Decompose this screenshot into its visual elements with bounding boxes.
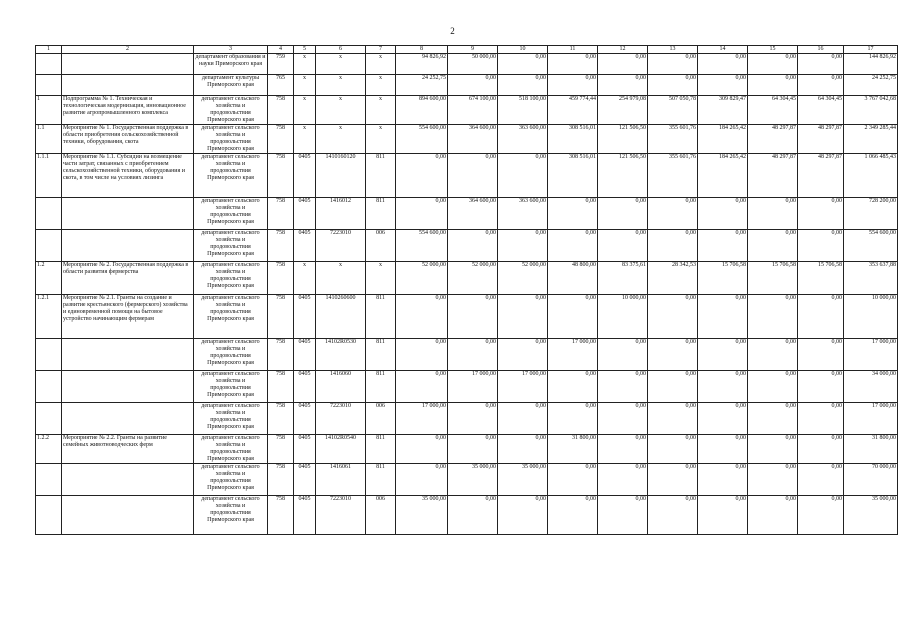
row-year-value: 0,00 xyxy=(396,371,448,403)
row-year-value: 0,00 xyxy=(548,54,598,75)
row-year-value: 0,00 xyxy=(698,295,748,339)
row-year-value: 0,00 xyxy=(798,496,844,535)
row-name: Подпрограмма № 1. Техническая и технологическая модернизация, инновационное развитие агропромышленного комплекса xyxy=(62,96,194,125)
row-year-value: 121 506,50 xyxy=(598,154,648,198)
row-year-value: 0,00 xyxy=(748,198,798,230)
row-year-value: 0,00 xyxy=(598,198,648,230)
row-year-value: 28 342,53 xyxy=(648,262,698,295)
row-year-value: 0,00 xyxy=(448,295,498,339)
row-year-value: 0,00 xyxy=(648,435,698,464)
row-grbs-code: 758 xyxy=(268,154,294,198)
table-row xyxy=(36,339,898,371)
row-year-value: 121 506,50 xyxy=(598,125,648,154)
row-department: департамент сельского хозяйства и продовольствия Приморского края xyxy=(194,125,268,154)
column-number: 5 xyxy=(294,46,316,54)
row-target-code: 14102R0540 xyxy=(316,435,366,464)
row-year-value: 0,00 xyxy=(598,54,648,75)
row-section-code: 0405 xyxy=(294,496,316,535)
row-grbs-code: 765 xyxy=(268,75,294,96)
row-year-value: 0,00 xyxy=(648,198,698,230)
row-year-value: 309 829,47 xyxy=(698,96,748,125)
row-year-value: 0,00 xyxy=(448,403,498,435)
row-year-value: 0,00 xyxy=(798,339,844,371)
row-year-value: 35 000,00 xyxy=(396,496,448,535)
row-department: департамент сельского хозяйства и продовольствия Приморского края xyxy=(194,230,268,262)
row-year-value: 0,00 xyxy=(548,464,598,496)
row-section-code: 0405 xyxy=(294,295,316,339)
row-year-value: 894 600,00 xyxy=(396,96,448,125)
row-year-value: 17 000,00 xyxy=(448,371,498,403)
row-year-value: 0,00 xyxy=(396,435,448,464)
row-expense-type: 006 xyxy=(366,230,396,262)
row-year-value: 52 000,00 xyxy=(498,262,548,295)
table-row xyxy=(36,435,898,464)
row-section-code: 0405 xyxy=(294,154,316,198)
row-year-value: 15 706,58 xyxy=(698,262,748,295)
column-number: 13 xyxy=(648,46,698,54)
row-name xyxy=(62,464,194,496)
row-expense-type: x xyxy=(366,96,396,125)
row-year-value: 24 252,75 xyxy=(396,75,448,96)
row-target-code: 7223010 xyxy=(316,496,366,535)
row-expense-type: 811 xyxy=(366,435,396,464)
row-year-value: 0,00 xyxy=(698,496,748,535)
row-year-value: 0,00 xyxy=(648,339,698,371)
row-year-value: 0,00 xyxy=(748,54,798,75)
row-grbs-code: 758 xyxy=(268,295,294,339)
row-year-value: 48 297,87 xyxy=(748,125,798,154)
row-index xyxy=(36,198,62,230)
table-row xyxy=(36,262,898,295)
row-department: департамент сельского хозяйства и продовольствия Приморского края xyxy=(194,154,268,198)
column-number-row xyxy=(36,46,898,54)
row-year-value: 0,00 xyxy=(396,339,448,371)
row-year-value: 0,00 xyxy=(548,496,598,535)
row-name xyxy=(62,496,194,535)
row-year-value: 94 826,92 xyxy=(396,54,448,75)
column-number: 17 xyxy=(844,46,898,54)
row-department: департамент образования и науки Приморского края xyxy=(194,54,268,75)
row-name xyxy=(62,339,194,371)
row-year-value: 0,00 xyxy=(748,371,798,403)
budget-table xyxy=(35,45,898,535)
row-year-value: 17 000,00 xyxy=(498,371,548,403)
row-year-value: 355 601,76 xyxy=(648,125,698,154)
row-total-value: 24 252,75 xyxy=(844,75,898,96)
table-row xyxy=(36,125,898,154)
row-year-value: 0,00 xyxy=(698,403,748,435)
row-year-value: 0,00 xyxy=(748,403,798,435)
row-index xyxy=(36,464,62,496)
row-year-value: 184 265,42 xyxy=(698,154,748,198)
row-grbs-code: 758 xyxy=(268,435,294,464)
row-index xyxy=(36,230,62,262)
row-name: Мероприятие № 2. Государственная поддержка в области развития фермерства xyxy=(62,262,194,295)
row-expense-type: 811 xyxy=(366,198,396,230)
row-index: 1.2.1 xyxy=(36,295,62,339)
table-row xyxy=(36,75,898,96)
row-year-value: 364 600,00 xyxy=(448,198,498,230)
row-year-value: 0,00 xyxy=(748,435,798,464)
row-name xyxy=(62,54,194,75)
row-year-value: 0,00 xyxy=(548,75,598,96)
row-target-code: x xyxy=(316,125,366,154)
row-name xyxy=(62,230,194,262)
row-year-value: 0,00 xyxy=(748,339,798,371)
row-section-code: 0405 xyxy=(294,435,316,464)
row-year-value: 554 600,00 xyxy=(396,230,448,262)
row-year-value: 355 601,76 xyxy=(648,154,698,198)
column-number: 15 xyxy=(748,46,798,54)
row-year-value: 0,00 xyxy=(448,75,498,96)
table-row xyxy=(36,154,898,198)
row-expense-type: 811 xyxy=(366,295,396,339)
row-target-code: x xyxy=(316,75,366,96)
row-department: департамент культуры Приморского края xyxy=(194,75,268,96)
table-row xyxy=(36,96,898,125)
row-year-value: 0,00 xyxy=(448,435,498,464)
row-year-value: 0,00 xyxy=(598,435,648,464)
row-year-value: 0,00 xyxy=(698,339,748,371)
column-number: 2 xyxy=(62,46,194,54)
row-year-value: 0,00 xyxy=(598,75,648,96)
row-grbs-code: 758 xyxy=(268,198,294,230)
row-department: департамент сельского хозяйства и продовольствия Приморского края xyxy=(194,435,268,464)
row-grbs-code: 758 xyxy=(268,403,294,435)
row-year-value: 0,00 xyxy=(698,371,748,403)
row-year-value: 0,00 xyxy=(498,435,548,464)
row-year-value: 0,00 xyxy=(648,464,698,496)
row-section-code: 0405 xyxy=(294,464,316,496)
row-year-value: 0,00 xyxy=(748,295,798,339)
row-year-value: 0,00 xyxy=(548,295,598,339)
row-total-value: 728 200,00 xyxy=(844,198,898,230)
row-year-value: 0,00 xyxy=(448,154,498,198)
row-index: 1.1 xyxy=(36,125,62,154)
column-number: 10 xyxy=(498,46,548,54)
row-section-code: x xyxy=(294,96,316,125)
row-year-value: 0,00 xyxy=(498,230,548,262)
row-target-code: x xyxy=(316,262,366,295)
row-year-value: 0,00 xyxy=(548,371,598,403)
row-department: департамент сельского хозяйства и продовольствия Приморского края xyxy=(194,464,268,496)
row-total-value: 70 000,00 xyxy=(844,464,898,496)
row-index: 1 xyxy=(36,96,62,125)
row-year-value: 0,00 xyxy=(698,230,748,262)
row-grbs-code: 758 xyxy=(268,339,294,371)
row-total-value: 31 800,00 xyxy=(844,435,898,464)
row-year-value: 0,00 xyxy=(798,75,844,96)
row-department: департамент сельского хозяйства и продовольствия Приморского края xyxy=(194,371,268,403)
row-target-code: 1410260600 xyxy=(316,295,366,339)
row-year-value: 0,00 xyxy=(798,295,844,339)
row-year-value: 0,00 xyxy=(498,75,548,96)
row-index xyxy=(36,339,62,371)
row-target-code: x xyxy=(316,54,366,75)
row-year-value: 0,00 xyxy=(648,295,698,339)
row-total-value: 3 767 042,68 xyxy=(844,96,898,125)
table-row xyxy=(36,295,898,339)
row-year-value: 0,00 xyxy=(598,403,648,435)
row-section-code: 0405 xyxy=(294,371,316,403)
row-year-value: 0,00 xyxy=(698,198,748,230)
row-year-value: 0,00 xyxy=(698,435,748,464)
row-target-code: 1410160120 xyxy=(316,154,366,198)
row-total-value: 17 000,00 xyxy=(844,403,898,435)
row-year-value: 0,00 xyxy=(498,339,548,371)
row-department: департамент сельского хозяйства и продовольствия Приморского края xyxy=(194,403,268,435)
row-year-value: 52 000,00 xyxy=(448,262,498,295)
row-section-code: 0405 xyxy=(294,339,316,371)
row-year-value: 0,00 xyxy=(648,75,698,96)
row-index xyxy=(36,54,62,75)
row-year-value: 0,00 xyxy=(598,339,648,371)
row-year-value: 0,00 xyxy=(548,403,598,435)
row-name: Мероприятие № 2.2. Гранты на развитие семейных животноводческих ферм xyxy=(62,435,194,464)
row-year-value: 507 050,78 xyxy=(648,96,698,125)
row-target-code: 7223010 xyxy=(316,403,366,435)
row-department: департамент сельского хозяйства и продовольствия Приморского края xyxy=(194,295,268,339)
row-department: департамент сельского хозяйства и продовольствия Приморского края xyxy=(194,339,268,371)
row-year-value: 64 304,45 xyxy=(748,96,798,125)
row-year-value: 674 100,00 xyxy=(448,96,498,125)
row-grbs-code: 758 xyxy=(268,262,294,295)
row-year-value: 0,00 xyxy=(648,54,698,75)
row-year-value: 0,00 xyxy=(798,464,844,496)
row-expense-type: 006 xyxy=(366,496,396,535)
row-year-value: 64 304,45 xyxy=(798,96,844,125)
table-row xyxy=(36,230,898,262)
row-year-value: 0,00 xyxy=(498,54,548,75)
row-year-value: 0,00 xyxy=(448,230,498,262)
row-year-value: 0,00 xyxy=(798,435,844,464)
row-year-value: 17 000,00 xyxy=(548,339,598,371)
row-total-value: 17 000,00 xyxy=(844,339,898,371)
row-year-value: 0,00 xyxy=(648,371,698,403)
table-row xyxy=(36,54,898,75)
row-department: департамент сельского хозяйства и продовольствия Приморского края xyxy=(194,198,268,230)
row-index xyxy=(36,75,62,96)
row-year-value: 0,00 xyxy=(498,403,548,435)
row-expense-type: 811 xyxy=(366,339,396,371)
row-index: 1.1.1 xyxy=(36,154,62,198)
row-index xyxy=(36,403,62,435)
row-section-code: x xyxy=(294,125,316,154)
row-year-value: 0,00 xyxy=(748,75,798,96)
row-total-value: 353 637,88 xyxy=(844,262,898,295)
row-year-value: 518 100,00 xyxy=(498,96,548,125)
row-year-value: 0,00 xyxy=(648,230,698,262)
table-row xyxy=(36,198,898,230)
row-year-value: 48 297,87 xyxy=(798,125,844,154)
row-index: 1.2 xyxy=(36,262,62,295)
row-section-code: 0405 xyxy=(294,198,316,230)
row-department: департамент сельского хозяйства и продовольствия Приморского края xyxy=(194,496,268,535)
row-grbs-code: 758 xyxy=(268,371,294,403)
row-expense-type: 811 xyxy=(366,464,396,496)
table-row xyxy=(36,403,898,435)
row-name: Мероприятие № 2.1. Гранты на создание и развитие крестьянского (фермерского) хозяйства и единовременной помощи на бытовое устройство начинающим фермерам xyxy=(62,295,194,339)
row-year-value: 0,00 xyxy=(396,198,448,230)
row-year-value: 83 375,61 xyxy=(598,262,648,295)
row-year-value: 50 000,00 xyxy=(448,54,498,75)
row-target-code: 1416060 xyxy=(316,371,366,403)
row-year-value: 364 600,00 xyxy=(448,125,498,154)
row-department: департамент сельского хозяйства и продовольствия Приморского края xyxy=(194,96,268,125)
row-grbs-code: 758 xyxy=(268,125,294,154)
row-year-value: 0,00 xyxy=(598,230,648,262)
row-year-value: 0,00 xyxy=(396,154,448,198)
row-target-code: x xyxy=(316,96,366,125)
row-year-value: 0,00 xyxy=(648,496,698,535)
row-total-value: 10 000,00 xyxy=(844,295,898,339)
row-year-value: 0,00 xyxy=(498,154,548,198)
column-number: 16 xyxy=(798,46,844,54)
row-year-value: 52 000,00 xyxy=(396,262,448,295)
row-name: Мероприятие № 1. Государственная поддержка в области приобретения сельскохозяйственной техники, оборудования, скота xyxy=(62,125,194,154)
row-grbs-code: 758 xyxy=(268,464,294,496)
row-target-code: 7223010 xyxy=(316,230,366,262)
row-total-value: 34 000,00 xyxy=(844,371,898,403)
row-year-value: 459 774,44 xyxy=(548,96,598,125)
row-year-value: 17 000,00 xyxy=(396,403,448,435)
row-year-value: 0,00 xyxy=(548,198,598,230)
row-target-code: 14102R0530 xyxy=(316,339,366,371)
row-year-value: 48 297,87 xyxy=(748,154,798,198)
row-grbs-code: 758 xyxy=(268,230,294,262)
row-section-code: 0405 xyxy=(294,230,316,262)
column-number: 8 xyxy=(396,46,448,54)
row-total-value: 1 066 485,43 xyxy=(844,154,898,198)
row-total-value: 144 826,92 xyxy=(844,54,898,75)
row-year-value: 0,00 xyxy=(648,403,698,435)
row-year-value: 184 265,42 xyxy=(698,125,748,154)
row-year-value: 0,00 xyxy=(798,230,844,262)
column-number: 11 xyxy=(548,46,598,54)
row-section-code: x xyxy=(294,54,316,75)
row-expense-type: 811 xyxy=(366,371,396,403)
row-index xyxy=(36,371,62,403)
row-expense-type: x xyxy=(366,75,396,96)
row-grbs-code: 758 xyxy=(268,96,294,125)
page-number: 2 xyxy=(450,26,455,36)
row-year-value: 308 516,01 xyxy=(548,154,598,198)
row-year-value: 0,00 xyxy=(748,230,798,262)
row-year-value: 254 979,08 xyxy=(598,96,648,125)
row-year-value: 0,00 xyxy=(396,295,448,339)
row-target-code: 1416061 xyxy=(316,464,366,496)
row-year-value: 0,00 xyxy=(598,496,648,535)
row-expense-type: 006 xyxy=(366,403,396,435)
row-name xyxy=(62,371,194,403)
row-year-value: 48 800,00 xyxy=(548,262,598,295)
row-year-value: 35 000,00 xyxy=(498,464,548,496)
row-year-value: 0,00 xyxy=(798,371,844,403)
row-year-value: 554 600,00 xyxy=(396,125,448,154)
row-section-code: x xyxy=(294,75,316,96)
row-index: 1.2.2 xyxy=(36,435,62,464)
row-section-code: 0405 xyxy=(294,403,316,435)
column-number: 14 xyxy=(698,46,748,54)
row-year-value: 10 000,00 xyxy=(598,295,648,339)
row-expense-type: x xyxy=(366,262,396,295)
row-name xyxy=(62,75,194,96)
row-year-value: 15 706,58 xyxy=(798,262,844,295)
row-year-value: 308 516,01 xyxy=(548,125,598,154)
row-year-value: 48 297,87 xyxy=(798,154,844,198)
row-year-value: 0,00 xyxy=(448,496,498,535)
row-year-value: 0,00 xyxy=(448,339,498,371)
row-total-value: 2 349 285,44 xyxy=(844,125,898,154)
row-year-value: 0,00 xyxy=(498,295,548,339)
row-index xyxy=(36,496,62,535)
row-total-value: 554 600,00 xyxy=(844,230,898,262)
column-number: 3 xyxy=(194,46,268,54)
row-department: департамент сельского хозяйства и продовольствия Приморского края xyxy=(194,262,268,295)
row-year-value: 0,00 xyxy=(798,198,844,230)
row-grbs-code: 758 xyxy=(268,496,294,535)
row-year-value: 0,00 xyxy=(698,75,748,96)
row-year-value: 0,00 xyxy=(698,54,748,75)
row-year-value: 0,00 xyxy=(748,464,798,496)
row-year-value: 0,00 xyxy=(798,403,844,435)
row-year-value: 31 800,00 xyxy=(548,435,598,464)
row-name: Мероприятие № 1.1. Субсидии на возмещение части затрат, связанных с приобретением сельскохозяйственной техники, оборудования и скота, в том числе на условиях лизинга xyxy=(62,154,194,198)
table-row xyxy=(36,464,898,496)
row-year-value: 0,00 xyxy=(598,464,648,496)
row-name xyxy=(62,403,194,435)
row-year-value: 363 600,00 xyxy=(498,198,548,230)
row-target-code: 1416012 xyxy=(316,198,366,230)
column-number: 6 xyxy=(316,46,366,54)
row-grbs-code: 759 xyxy=(268,54,294,75)
row-year-value: 0,00 xyxy=(598,371,648,403)
row-year-value: 363 600,00 xyxy=(498,125,548,154)
row-year-value: 0,00 xyxy=(798,54,844,75)
column-number: 1 xyxy=(36,46,62,54)
row-year-value: 35 000,00 xyxy=(448,464,498,496)
row-year-value: 0,00 xyxy=(698,464,748,496)
row-expense-type: x xyxy=(366,54,396,75)
row-section-code: x xyxy=(294,262,316,295)
column-number: 12 xyxy=(598,46,648,54)
row-year-value: 15 706,58 xyxy=(748,262,798,295)
row-name xyxy=(62,198,194,230)
column-number: 9 xyxy=(448,46,498,54)
row-expense-type: x xyxy=(366,125,396,154)
row-year-value: 0,00 xyxy=(548,230,598,262)
column-number: 4 xyxy=(268,46,294,54)
column-number: 7 xyxy=(366,46,396,54)
table-row xyxy=(36,371,898,403)
table-row xyxy=(36,496,898,535)
row-year-value: 0,00 xyxy=(498,496,548,535)
row-total-value: 35 000,00 xyxy=(844,496,898,535)
row-year-value: 0,00 xyxy=(396,464,448,496)
row-year-value: 0,00 xyxy=(748,496,798,535)
row-expense-type: 811 xyxy=(366,154,396,198)
